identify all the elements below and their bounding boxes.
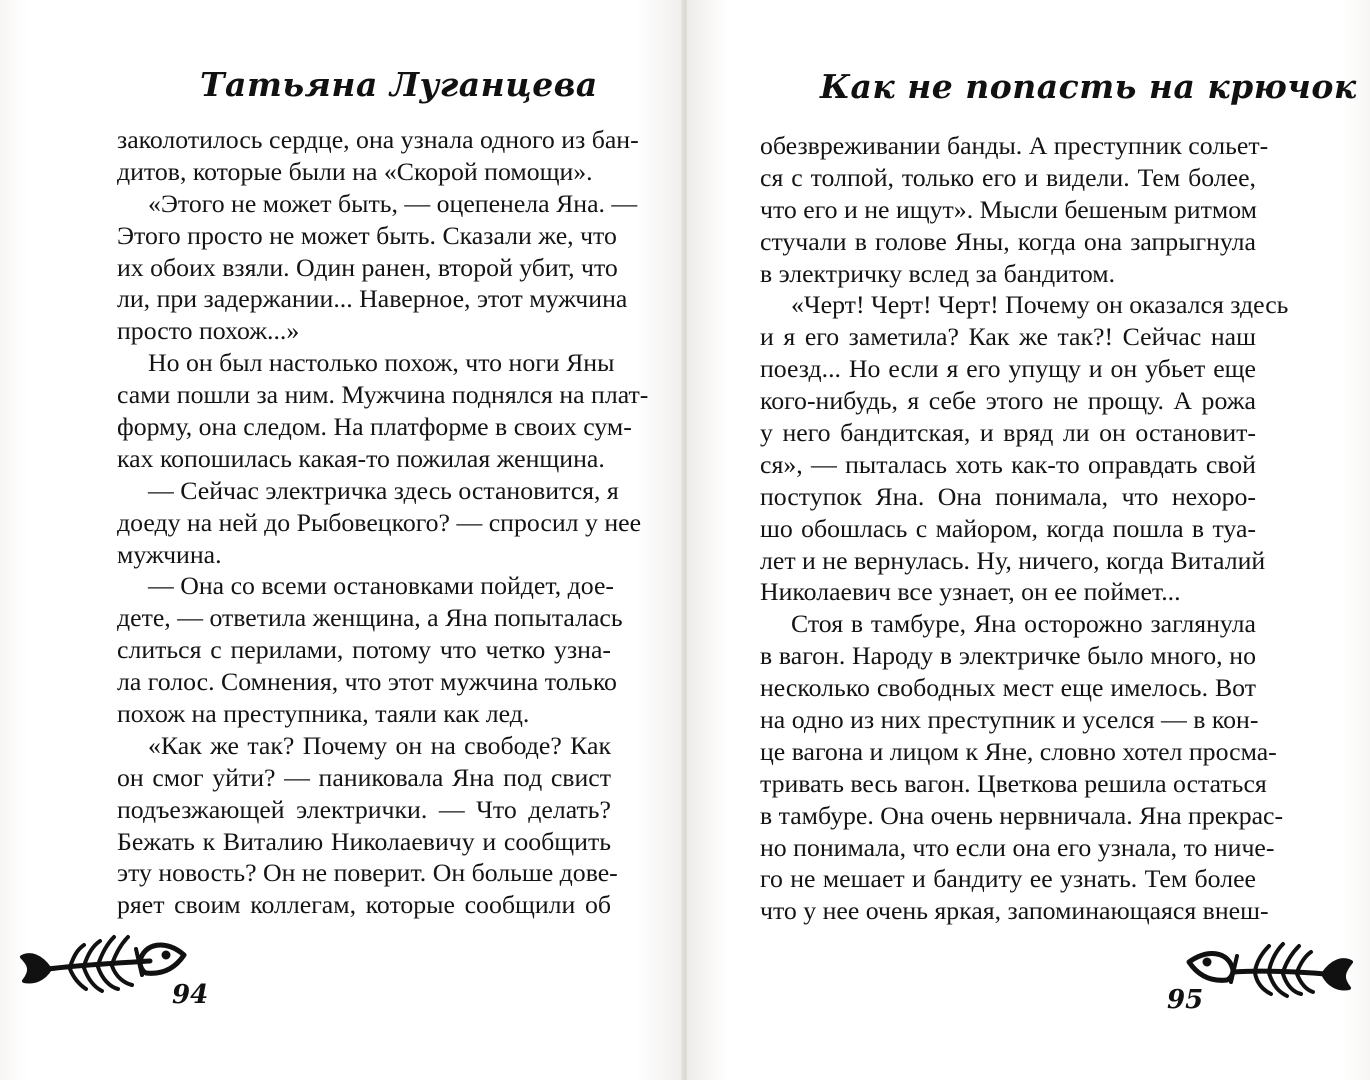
text-line: Николаевич все узнает, он ее поймет... [760,577,1181,607]
text-line: ряет своим коллегам, которые сообщили об [117,890,611,920]
text-line: он смог уйти? — паниковала Яна под свист [117,762,611,792]
text-line: тривать весь вагон. Цветкова решила остаться [760,768,1267,798]
text-line: просто похож...» [117,316,300,346]
fish-skeleton-icon [18,925,188,1007]
text-line: стучали в голове Яны, когда она запрыгнула [760,226,1256,256]
text-line: Но он был настолько похож, что ноги Яны [148,348,615,378]
text-line: подъезжающей электрички. — Что делать? [117,794,611,824]
text-line: го не мешает и бандиту ее узнать. Тем более [760,864,1256,894]
text-line: Стоя в тамбуре, Яна осторожно заглянула [791,609,1256,639]
text-line: поезд... Но если я его упущу и он убьет еще [760,354,1256,384]
text-line: «Этого не может быть, — оцепенела Яна. — [148,188,638,218]
text-line: шо обошлась с майором, когда пошла в туа- [760,513,1256,543]
text-line: у него бандитская, и вряд ли он остановит- [760,418,1256,448]
right-page-text [760,130,1289,927]
text-line: в вагон. Народу в электричке было много, но [760,641,1256,671]
text-line: це вагона и лицом к Яне, словно хотел просма- [760,736,1277,766]
text-line: мужчина. [117,539,222,569]
text-line: обезвреживании банды. А преступник сольет- [760,131,1269,160]
text-line: их обоих взяли. Один ранен, второй убит, что [117,252,618,282]
text-line: на одно из них преступник и уселся — в кон- [760,705,1259,735]
page-number-right: 95 [1167,985,1204,1015]
text-line: — Сейчас электричка здесь остановится, я [148,475,619,505]
text-line: ся с толпой, только его и видели. Тем более, [760,162,1256,192]
running-head-left: Татьяна Луганцева [200,65,598,104]
left-page [0,0,683,1080]
text-line: сами пошли за ним. Мужчина поднялся на плат- [117,380,649,410]
text-line: — Она со всеми остановками пойдет, дое- [148,571,614,601]
page-number-left: 94 [172,980,209,1010]
text-line: в электричку вслед за бандитом. [760,258,1116,288]
text-line: ся», — пыталась хоть как-то оправдать свой [760,449,1256,479]
text-line: эту новость? Он не поверит. Он больше дове- [117,858,618,888]
right-page [687,0,1370,1080]
text-line: ла голос. Сомнения, что этот мужчина только [117,667,617,697]
text-line: что у нее очень яркая, запоминающаяся внеш- [760,896,1269,926]
text-line: форму, она следом. На платформе в своих сум- [117,412,632,442]
text-line: Этого просто не может быть. Сказали же, что [117,220,617,250]
fish-skeleton-icon [1183,932,1355,1012]
running-head-right: Как не попасть на крючок [820,67,1357,106]
text-line: «Черт! Черт! Черт! Почему он оказался здесь [791,290,1289,320]
text-line: доеду на ней до Рыбовецкого? — спросил у нее [117,507,642,537]
text-line: заколотилось сердце, она узнала одного из бан- [117,125,639,154]
text-line: лет и не вернулась. Ну, ничего, когда Виталий [760,545,1266,575]
text-line: несколько свободных мест еще имелось. Вот [760,673,1256,703]
text-line: похож на преступника, таяли как лед. [117,699,530,729]
text-line: дитов, которые были на «Скорой помощи». [117,156,593,186]
text-line: что его и не ищут». Мысли бешеным ритмом [760,194,1257,224]
text-line: ли, при задержании... Наверное, этот мужчина [117,284,628,314]
text-line: ках копошилась какая-то пожилая женщина. [117,443,605,473]
text-line: поступок Яна. Она понимала, что нехоро- [760,481,1256,511]
text-line: кого-нибудь, я себе этого не прощу. А рожа [760,386,1256,416]
text-line: и я его заметила? Как же так?! Сейчас наш [760,322,1256,352]
text-line: Бежать к Виталию Николаевичу и сообщить [117,826,611,856]
text-line: дете, — ответила женщина, а Яна попыталась [117,603,623,633]
left-page-text [117,124,649,921]
text-line: но понимала, что если она его узнала, то ниче- [760,832,1275,862]
text-line: в тамбуре. Она очень нервничала. Яна прекрас- [760,800,1284,830]
text-line: слиться с перилами, потому что четко узна- [117,635,611,665]
text-line: «Как же так? Почему он на свободе? Как [148,730,611,760]
